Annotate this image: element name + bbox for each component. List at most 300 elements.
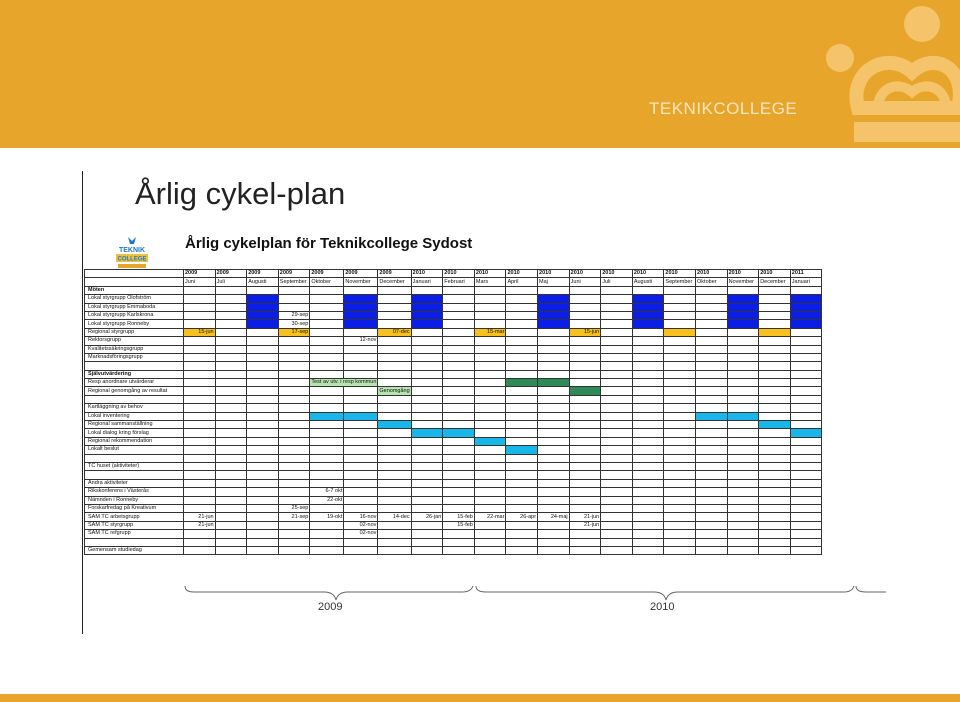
plan-cell: [632, 353, 664, 361]
plan-cell: [474, 387, 506, 395]
plan-cell: [790, 328, 822, 336]
plan-cell: [696, 437, 728, 445]
plan-cell: [538, 429, 570, 437]
plan-cell: [247, 454, 279, 462]
plan-cell: [215, 379, 247, 387]
plan-cell: [790, 462, 822, 470]
plan-cell: [184, 504, 216, 512]
plan-cell: [538, 446, 570, 454]
plan-cell: [247, 496, 279, 504]
plan-cell: [759, 303, 791, 311]
plan-cell: [696, 387, 728, 395]
plan-cell: [632, 362, 664, 370]
plan-cell: [474, 345, 506, 353]
year-header: 2010: [569, 270, 601, 278]
plan-cell: [247, 546, 279, 554]
plan-cell: [184, 488, 216, 496]
table-row: [85, 421, 822, 429]
plan-cell: [411, 462, 443, 470]
plan-cell: [247, 404, 279, 412]
plan-cell: [790, 370, 822, 378]
plan-cell: [184, 337, 216, 345]
plan-cell: [664, 286, 696, 294]
plan-cell: [727, 387, 759, 395]
plan-cell: [411, 395, 443, 403]
plan-cell: [696, 471, 728, 479]
plan-cell: [474, 454, 506, 462]
plan-cell: [310, 404, 344, 412]
plan-cell: [506, 362, 538, 370]
plan-cell: [664, 387, 696, 395]
row-label: Lokal inventering: [85, 412, 184, 420]
plan-cell: [759, 328, 791, 336]
plan-cell: [538, 546, 570, 554]
plan-cell: [344, 387, 378, 395]
plan-cell: [759, 362, 791, 370]
plan-cell: [601, 353, 633, 361]
plan-cell: [443, 429, 475, 437]
plan-cell: [538, 387, 570, 395]
year-header: 2010: [601, 270, 633, 278]
plan-cell: [474, 412, 506, 420]
plan-cell: [278, 538, 310, 546]
plan-cell: [696, 496, 728, 504]
plan-cell: [378, 488, 411, 496]
row-label: Lokal styrgrupp Ronneby: [85, 320, 184, 328]
plan-cell: [601, 295, 633, 303]
plan-cell: [790, 429, 822, 437]
row-label: Resp anordnare utvärderar: [85, 379, 184, 387]
table-row: [85, 454, 822, 462]
plan-cell: [278, 370, 310, 378]
plan-cell: [790, 362, 822, 370]
plan-cell: [443, 370, 475, 378]
plan-cell-entry: 25-sep: [278, 504, 310, 512]
plan-cell: [790, 479, 822, 487]
row-label: Rektorsgrupp: [85, 337, 184, 345]
row-label: Regional genomgång av resultat: [85, 387, 184, 395]
plan-cell: [601, 488, 633, 496]
plan-cell: [184, 496, 216, 504]
plan-cell: [790, 286, 822, 294]
plan-cell: [310, 446, 344, 454]
plan-cell: [474, 446, 506, 454]
plan-cell: [278, 429, 310, 437]
plan-cell: [506, 504, 538, 512]
plan-cell: [344, 538, 378, 546]
plan-cell: [538, 530, 570, 538]
plan-cell: [790, 496, 822, 504]
plan-cell: [664, 311, 696, 319]
plan-cell: [759, 446, 791, 454]
row-label: Kartläggning av behov: [85, 404, 184, 412]
plan-cell: [378, 538, 411, 546]
plan-cell-entry: 26-apr: [506, 513, 538, 521]
plan-cell: [601, 513, 633, 521]
plan-cell: [696, 429, 728, 437]
plan-cell: [278, 437, 310, 445]
plan-cell: [632, 404, 664, 412]
plan-cell: [759, 454, 791, 462]
plan-cell: [664, 295, 696, 303]
plan-cell: [601, 395, 633, 403]
plan-cell: [569, 454, 601, 462]
plan-cell: [506, 379, 538, 387]
plan-cell: [411, 337, 443, 345]
plan-cell: [727, 462, 759, 470]
plan-cell: [601, 286, 633, 294]
plan-cell: [184, 286, 216, 294]
plan-cell: [247, 488, 279, 496]
plan-cell: [443, 446, 475, 454]
tc-logo-college: COLLEGE: [117, 256, 147, 263]
plan-cell: [215, 286, 247, 294]
row-label: [85, 395, 184, 403]
plan-cell: [310, 370, 344, 378]
plan-cell: [696, 345, 728, 353]
plan-cell: [474, 353, 506, 361]
month-header: November: [344, 278, 378, 286]
plan-cell: [538, 370, 570, 378]
plan-cell: [759, 538, 791, 546]
year-label-2009: 2009: [318, 601, 343, 613]
plan-cell: [790, 421, 822, 429]
plan-cell: [474, 421, 506, 429]
plan-cell: [538, 521, 570, 529]
plan-cell: [443, 379, 475, 387]
plan-cell: [538, 328, 570, 336]
plan-cell: [443, 462, 475, 470]
plan-cell: [664, 395, 696, 403]
plan-cell-entry: 07-dec: [378, 328, 411, 336]
plan-cell: [790, 513, 822, 521]
plan-cell: [790, 379, 822, 387]
plan-cell: [215, 421, 247, 429]
plan-cell: [215, 446, 247, 454]
plan-cell: [247, 345, 279, 353]
plan-cell: [310, 437, 344, 445]
row-label: Rikskonferens i Västerås: [85, 488, 184, 496]
plan-cell: [632, 370, 664, 378]
plan-cell: [184, 421, 216, 429]
plan-cell: [790, 395, 822, 403]
plan-cell: [474, 337, 506, 345]
plan-cell: [696, 370, 728, 378]
plan-cell: [215, 479, 247, 487]
plan-cell: [378, 379, 411, 387]
slide-title: Årlig cykel-plan: [135, 176, 346, 211]
plan-cell: [538, 320, 570, 328]
plan-cell: [759, 521, 791, 529]
plan-cell: [727, 471, 759, 479]
plan-cell: [538, 437, 570, 445]
plan-cell: [378, 370, 411, 378]
plan-cell: [310, 429, 344, 437]
plan-cell: [344, 362, 378, 370]
plan-cell: [727, 345, 759, 353]
plan-cell: [727, 421, 759, 429]
plan-cell: [727, 454, 759, 462]
month-header: Juni: [184, 278, 216, 286]
plan-cell: [664, 530, 696, 538]
plan-cell: [664, 471, 696, 479]
row-label: Regional styrgrupp: [85, 328, 184, 336]
month-header: Mars: [474, 278, 506, 286]
plan-cell: [378, 479, 411, 487]
plan-cell: [632, 471, 664, 479]
plan-cell: [378, 303, 411, 311]
plan-cell: [538, 462, 570, 470]
plan-cell: [538, 504, 570, 512]
plan-cell: [411, 295, 443, 303]
plan-cell: [506, 429, 538, 437]
plan-cell: [247, 370, 279, 378]
plan-cell: [632, 337, 664, 345]
plan-cell: [247, 513, 279, 521]
plan-cell: [344, 421, 378, 429]
plan-cell: [790, 404, 822, 412]
plan-cell: [664, 513, 696, 521]
plan-cell: [310, 421, 344, 429]
plan-cell: [215, 320, 247, 328]
plan-cell: [727, 412, 759, 420]
plan-cell: [759, 479, 791, 487]
plan-cell: [278, 362, 310, 370]
plan-cell: [378, 530, 411, 538]
plan-cell: [474, 496, 506, 504]
corner-cell: [85, 270, 184, 278]
plan-cell: [538, 379, 570, 387]
year-brace: [184, 584, 886, 602]
table-row: [85, 479, 822, 487]
plan-cell: [632, 437, 664, 445]
plan-cell: [443, 538, 475, 546]
plan-cell: [696, 303, 728, 311]
plan-cell: [474, 504, 506, 512]
table-row: [85, 521, 822, 529]
plan-cell: [506, 488, 538, 496]
plan-cell: [727, 538, 759, 546]
plan-cell: [278, 379, 310, 387]
plan-cell: [538, 295, 570, 303]
plan-cell: [443, 345, 475, 353]
plan-cell: [759, 345, 791, 353]
plan-cell: [759, 295, 791, 303]
plan-cell: [378, 496, 411, 504]
plan-cell: [696, 337, 728, 345]
plan-cell: [538, 337, 570, 345]
plan-cell: [664, 496, 696, 504]
plan-cell: [184, 479, 216, 487]
plan-cell: [727, 328, 759, 336]
plan-cell: [727, 521, 759, 529]
plan-cell: [411, 446, 443, 454]
plan-cell: [664, 479, 696, 487]
plan-cell: [443, 320, 475, 328]
table-row: [85, 429, 822, 437]
plan-cell-entry: 21-jun: [569, 521, 601, 529]
plan-cell: [215, 530, 247, 538]
plan-cell: [443, 303, 475, 311]
plan-cell: [664, 454, 696, 462]
tc-logo-teknik: TEKNIK: [118, 247, 146, 254]
year-header: 2010: [443, 270, 475, 278]
plan-cell: [759, 530, 791, 538]
plan-cell: [443, 353, 475, 361]
table-row: [85, 395, 822, 403]
plan-cell: [696, 479, 728, 487]
plan-cell: [790, 437, 822, 445]
plan-cell: [344, 295, 378, 303]
plan-cell: [344, 286, 378, 294]
plan-cell: [727, 429, 759, 437]
plan-cell: [247, 295, 279, 303]
table-row: [85, 328, 822, 336]
year-header: 2010: [664, 270, 696, 278]
plan-cell-entry: 19-okt: [310, 513, 344, 521]
plan-cell: [538, 395, 570, 403]
plan-cell: [278, 412, 310, 420]
plan-cell: [278, 479, 310, 487]
cycle-plan-table: [84, 269, 822, 555]
plan-cell: [759, 311, 791, 319]
plan-cell: [184, 295, 216, 303]
month-header-row: [85, 278, 822, 286]
plan-cell: [727, 546, 759, 554]
plan-cell: [378, 320, 411, 328]
table-row: [85, 471, 822, 479]
plan-cell: [569, 437, 601, 445]
table-row: [85, 462, 822, 470]
plan-cell: [759, 513, 791, 521]
plan-cell-entry: 24-maj: [538, 513, 570, 521]
sheet-title: Årlig cykelplan för Teknikcollege Sydost: [185, 235, 473, 252]
plan-cell: [215, 412, 247, 420]
plan-cell: [727, 286, 759, 294]
plan-cell: [184, 530, 216, 538]
plan-cell: [790, 345, 822, 353]
month-header: Juni: [569, 278, 601, 286]
plan-cell: [569, 362, 601, 370]
plan-cell: [247, 328, 279, 336]
plan-cell: [278, 353, 310, 361]
plan-cell: [696, 488, 728, 496]
plan-cell: [790, 295, 822, 303]
plan-cell: [411, 387, 443, 395]
plan-cell: [215, 488, 247, 496]
plan-cell: [247, 395, 279, 403]
plan-cell: [790, 521, 822, 529]
row-label: SAM TC refgrupp: [85, 530, 184, 538]
plan-cell: [344, 328, 378, 336]
table-row: [85, 303, 822, 311]
year-header-row: [85, 270, 822, 278]
plan-cell: [538, 496, 570, 504]
plan-cell-entry: 21-jun: [184, 513, 216, 521]
plan-cell: [310, 311, 344, 319]
month-header: April: [506, 278, 538, 286]
plan-cell: [727, 395, 759, 403]
plan-cell: [411, 437, 443, 445]
plan-cell: [184, 412, 216, 420]
plan-cell: [443, 546, 475, 554]
table-row: [85, 345, 822, 353]
plan-cell: [310, 345, 344, 353]
plan-cell-entry: 12-nov: [344, 337, 378, 345]
plan-cell: [215, 295, 247, 303]
plan-cell: [759, 504, 791, 512]
plan-cell: [184, 345, 216, 353]
table-row: [85, 504, 822, 512]
plan-cell: [601, 421, 633, 429]
plan-cell: [215, 546, 247, 554]
plan-cell: [727, 496, 759, 504]
plan-cell: [411, 404, 443, 412]
plan-cell: [664, 362, 696, 370]
plan-cell: [664, 429, 696, 437]
plan-cell-entry: Test av utv. i resp kommun: [311, 379, 377, 386]
plan-cell: [632, 379, 664, 387]
plan-cell: [215, 454, 247, 462]
plan-cell: [411, 488, 443, 496]
plan-cell: [278, 521, 310, 529]
plan-cell: [247, 362, 279, 370]
month-header: December: [378, 278, 411, 286]
plan-cell: [474, 295, 506, 303]
plan-cell: [215, 370, 247, 378]
row-label: Lokal styrgrupp Emmaboda: [85, 303, 184, 311]
plan-cell: [506, 370, 538, 378]
plan-cell: [538, 412, 570, 420]
plan-cell: [411, 429, 443, 437]
plan-cell: [601, 521, 633, 529]
plan-cell: [344, 454, 378, 462]
plan-cell: [378, 462, 411, 470]
plan-cell: [538, 311, 570, 319]
plan-cell: [506, 337, 538, 345]
plan-cell: [664, 546, 696, 554]
plan-cell: [601, 496, 633, 504]
plan-cell: [411, 504, 443, 512]
year-header: 2009: [378, 270, 411, 278]
plan-cell: [278, 303, 310, 311]
plan-cell: [411, 303, 443, 311]
month-header: Januari: [790, 278, 822, 286]
plan-cell: [759, 353, 791, 361]
plan-cell: [474, 538, 506, 546]
plan-cell-entry: 14-dec: [378, 513, 411, 521]
plan-cell: [632, 521, 664, 529]
plan-cell: [506, 421, 538, 429]
plan-cell: [601, 345, 633, 353]
plan-cell: [506, 521, 538, 529]
plan-cell: [569, 421, 601, 429]
plan-cell: [790, 412, 822, 420]
plan-cell: [601, 479, 633, 487]
plan-cell: [310, 538, 344, 546]
plan-cell: [378, 311, 411, 319]
plan-cell: [443, 479, 475, 487]
plan-cell: [506, 395, 538, 403]
month-header: Oktober: [696, 278, 728, 286]
plan-cell: [278, 462, 310, 470]
row-label: Kvalitetssäkringsgrupp: [85, 345, 184, 353]
year-header: 2009: [344, 270, 378, 278]
plan-cell: [696, 530, 728, 538]
plan-cell: [310, 295, 344, 303]
plan-cell: [184, 462, 216, 470]
plan-cell: [247, 387, 279, 395]
